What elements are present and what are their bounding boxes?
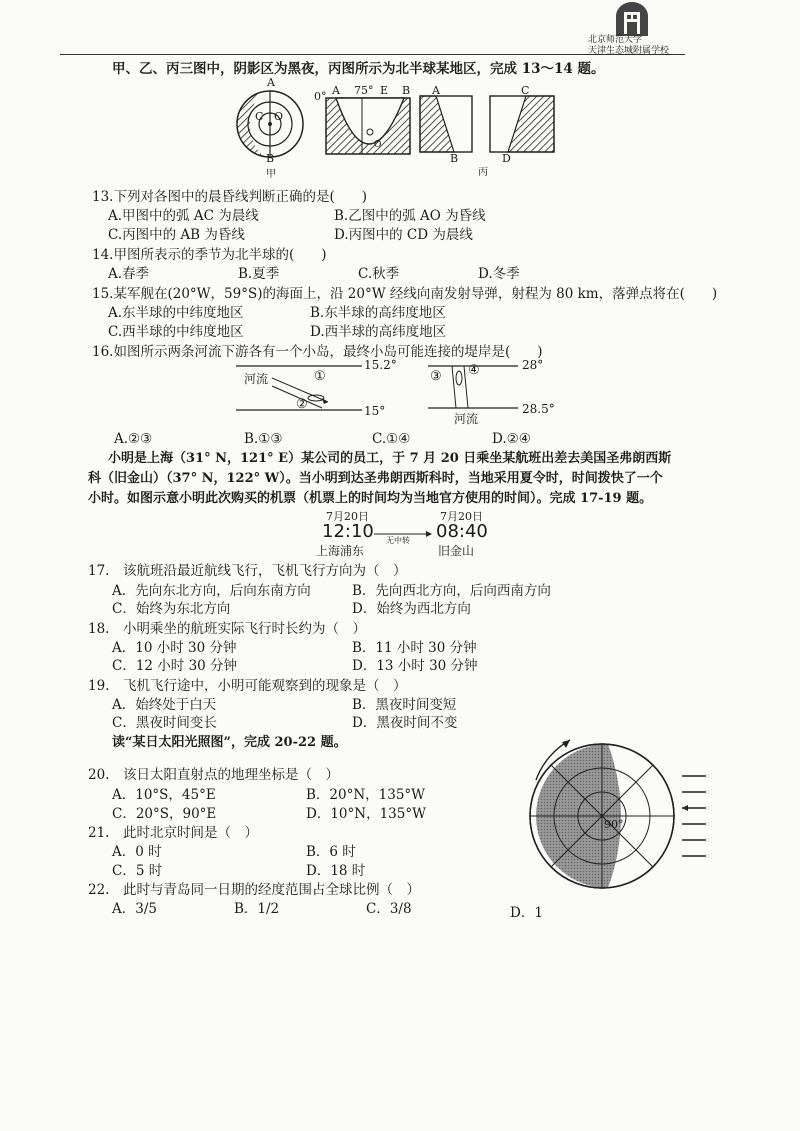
ticket-transfer: 无中转 bbox=[386, 536, 410, 545]
q16-stem: 16.如图所示两条河流下游各有一个小岛，最终小岛可能连接的堤岸是( ) bbox=[92, 344, 543, 360]
q15-option-c: C.西半球的中纬度地区 bbox=[108, 324, 244, 340]
q16-figure-left bbox=[232, 358, 402, 418]
school-logo bbox=[612, 2, 652, 36]
q16-option-a: A.②③ bbox=[114, 431, 153, 447]
q16-option-b: B.①③ bbox=[244, 431, 283, 447]
q22-stem: 22. 此时与青岛同一日期的经度范围占全球比例（ ） bbox=[88, 882, 420, 898]
q21-option-a: A．0 时 bbox=[112, 844, 162, 860]
q18-option-b: B．11 小时 30 分钟 bbox=[352, 640, 477, 656]
ticket-dep-date: 7月20日 bbox=[326, 510, 369, 523]
q14-option-c: C.秋季 bbox=[358, 266, 400, 282]
ticket-arr-date: 7月20日 bbox=[440, 510, 483, 523]
q20-option-b: B．20°N，135°W bbox=[306, 787, 426, 803]
q22-option-b: B．1/2 bbox=[234, 901, 280, 917]
intro-13-14: 甲、乙、丙三图中，阴影区为黑夜，丙图所示为北半球某地区，完成 13～14 题。 bbox=[112, 61, 605, 77]
q20-option-c: C．20°S，90°E bbox=[112, 806, 217, 822]
q19-stem: 19. 飞机飞行途中，小明可能观察到的现象是（ ） bbox=[88, 678, 407, 694]
ticket-arr-place: 旧金山 bbox=[438, 544, 475, 558]
q22-option-c: C．3/8 bbox=[366, 901, 412, 917]
yi-label-lon: 75° bbox=[354, 84, 374, 97]
bing-caption: 丙 bbox=[478, 167, 488, 178]
school-name-line2: 天津生态城附属学校 bbox=[588, 46, 670, 56]
q17-stem: 17. 该航班沿最近航线飞行，飞机飞行方向为（ ） bbox=[88, 563, 407, 579]
q19-option-b: B．黑夜时间变短 bbox=[352, 697, 457, 713]
passage-17-19-line1: 小明是上海（31° N，121° E）某公司的员工，于 7 月 20 日乘坐某航班出差去美国圣弗朗西斯 bbox=[108, 451, 672, 466]
q21-option-b: B．6 时 bbox=[306, 844, 356, 860]
q15-option-a: A.东半球的中纬度地区 bbox=[108, 305, 244, 321]
q14-stem: 14.甲图所表示的季节为北半球的( ) bbox=[92, 247, 327, 263]
q18-option-d: D．13 小时 30 分钟 bbox=[352, 658, 478, 674]
jia-label-c: C bbox=[255, 110, 264, 123]
q20-option-a: A．10°S，45°E bbox=[112, 787, 216, 803]
ticket-arr-time: 08:40 bbox=[436, 521, 488, 542]
q16-right-river: 河流 bbox=[454, 412, 479, 426]
q20-stem: 20. 该日太阳直射点的地理坐标是（ ） bbox=[88, 767, 339, 783]
q18-option-c: C．12 小时 30 分钟 bbox=[112, 658, 238, 674]
jia-label-o: O bbox=[274, 110, 284, 123]
q20-option-d: D．10°N，135°W bbox=[306, 806, 426, 822]
q16-left-river: 河流 bbox=[244, 372, 269, 386]
q21-stem: 21. 此时北京时间是（ ） bbox=[88, 825, 258, 841]
ticket-figure bbox=[310, 508, 490, 558]
q22-option-d: D．1 bbox=[510, 905, 543, 921]
q16-left-top-lat: 15.2° bbox=[364, 358, 397, 372]
jia-label-b: B bbox=[266, 152, 275, 165]
figure-yi bbox=[312, 80, 422, 160]
school-logo-icon bbox=[612, 2, 652, 36]
q16-right-bottom-lat: 28.5° bbox=[522, 402, 555, 416]
jia-caption: 甲 bbox=[266, 169, 276, 180]
q21-option-d: D．18 时 bbox=[306, 863, 366, 879]
q15-option-b: B.东半球的高纬度地区 bbox=[310, 305, 446, 321]
q17-option-d: D．始终为西北方向 bbox=[352, 601, 471, 617]
ticket-dep-place: 上海浦东 bbox=[316, 544, 365, 558]
q18-option-a: A．10 小时 30 分钟 bbox=[112, 640, 237, 656]
header-rule bbox=[60, 54, 685, 55]
q19-option-a: A．始终处于白天 bbox=[112, 697, 217, 713]
q13-option-a: A.甲图中的弧 AC 为晨线 bbox=[108, 208, 259, 224]
q19-option-d: D．黑夜时间不变 bbox=[352, 715, 458, 731]
figure-jia bbox=[228, 76, 308, 180]
q14-option-b: B.夏季 bbox=[238, 266, 280, 282]
q17-option-c: C．始终为东北方向 bbox=[112, 601, 231, 617]
q14-option-a: A.春季 bbox=[108, 266, 150, 282]
yi-label-a: A bbox=[332, 84, 340, 97]
yi-label-zero: 0° bbox=[314, 90, 327, 103]
figure-bing bbox=[418, 80, 558, 180]
q16-option-c: C.①④ bbox=[372, 431, 411, 447]
q17-option-b: B．先向西北方向，后向西南方向 bbox=[352, 583, 551, 599]
yi-label-b: B bbox=[402, 84, 411, 97]
bing-label-b: B bbox=[450, 152, 459, 165]
q19-option-c: C．黑夜时间变长 bbox=[112, 715, 217, 731]
yi-label-o: O bbox=[374, 140, 382, 150]
q16-marker-4: ④ bbox=[468, 363, 480, 378]
q16-right-top-lat: 28° bbox=[522, 358, 544, 372]
jia-label-a: A bbox=[267, 76, 275, 89]
intro-20-22: 读“某日太阳光照图”，完成 20-22 题。 bbox=[112, 735, 347, 750]
q13-option-c: C.丙图中的 AB 为昏线 bbox=[108, 227, 245, 243]
yi-label-e: E bbox=[380, 84, 389, 97]
q15-stem: 15.某军舰在(20°W，59°S)的海面上，沿 20°W 经线向南发射导弹，射程为 80 km，落弹点将在( ) bbox=[92, 286, 718, 302]
q13-stem: 13.下列对各图中的晨昏线判断正确的是( ) bbox=[92, 189, 368, 205]
q16-marker-3: ③ bbox=[430, 369, 442, 384]
q16-marker-2: ② bbox=[296, 397, 308, 412]
q16-figure-right bbox=[428, 358, 568, 428]
q22-option-a: A．3/5 bbox=[112, 901, 157, 917]
school-name-line1: 北京师范大学 bbox=[588, 35, 643, 45]
bing-label-d: D bbox=[502, 152, 511, 165]
q18-stem: 18. 小明乘坐的航班实际飞行时长约为（ ） bbox=[88, 621, 366, 637]
q21-option-c: C．5 时 bbox=[112, 863, 163, 879]
q16-marker-1: ① bbox=[314, 369, 326, 384]
passage-17-19-line2: 科（旧金山）（37° N，122° W）。当小明到达圣弗朗西斯科时，当地采用夏令时，时间拨快了一个 bbox=[88, 471, 663, 486]
q16-option-d: D.②④ bbox=[492, 431, 531, 447]
ticket-dep-time: 12:10 bbox=[322, 521, 374, 542]
q13-option-b: B.乙图中的弧 AO 为昏线 bbox=[334, 208, 486, 224]
q13-option-d: D.丙图中的 CD 为晨线 bbox=[334, 227, 473, 243]
passage-17-19-line3: 小时。如图示意小明此次购买的机票（机票上的时间均为当地官方使用的时间）。完成 17-19 题。 bbox=[88, 491, 653, 506]
q17-option-a: A．先向东北方向，后向东南方向 bbox=[112, 583, 311, 599]
bing-label-a: A bbox=[432, 84, 440, 97]
q15-option-d: D.西半球的高纬度地区 bbox=[310, 324, 447, 340]
q16-left-bottom-lat: 15° bbox=[364, 404, 386, 418]
q14-option-d: D.冬季 bbox=[478, 266, 520, 282]
bing-label-c: C bbox=[521, 84, 530, 97]
sunlight-figure bbox=[522, 720, 712, 895]
sunlight-label-90: 90° bbox=[604, 818, 624, 831]
